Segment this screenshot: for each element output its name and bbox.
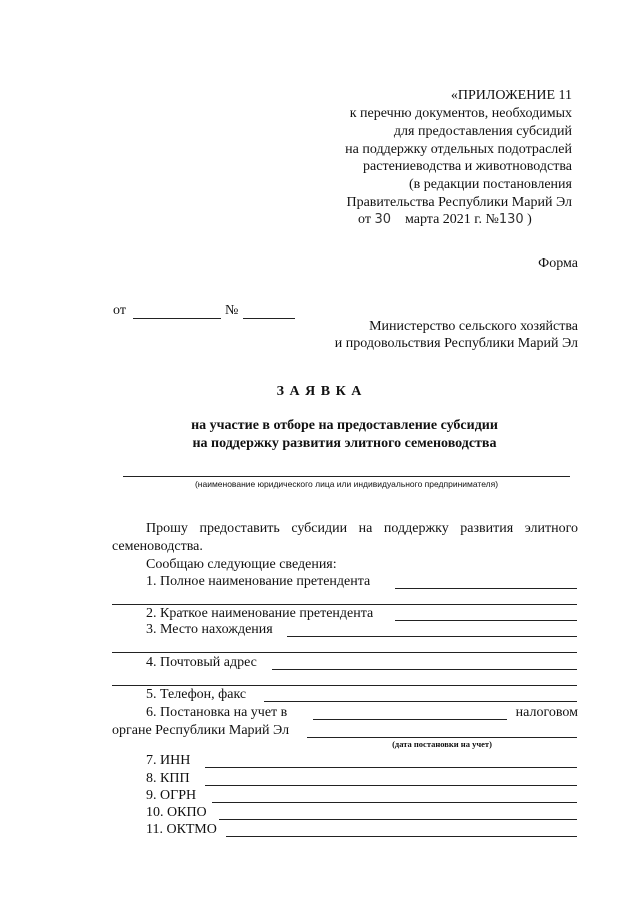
field-tax-authority-label: органе Республики Марий Эл	[112, 723, 290, 738]
addressee-line: и продовольствия Республики Марий Эл	[334, 336, 578, 351]
number-blank[interactable]	[243, 318, 295, 319]
document-subtitle: на поддержку развития элитного семеноводства	[192, 436, 497, 451]
field-tax-registration-blank[interactable]	[313, 719, 507, 720]
appendix-line: (в редакции постановления	[408, 177, 572, 192]
field-kpp-blank[interactable]	[205, 785, 577, 786]
appendix-line: для предоставления субсидий	[393, 124, 572, 139]
appendix-line: растениеводства и животноводства	[363, 159, 572, 174]
tax-date-caption: (дата постановки на учет)	[392, 739, 492, 749]
date-month-year: марта 2021 г. №	[404, 212, 499, 227]
field-full-name-label: 1. Полное наименование претендента	[146, 574, 371, 589]
info-intro: Сообщаю следующие сведения:	[146, 557, 337, 572]
field-full-name-blank-2[interactable]	[112, 604, 577, 605]
document-title: З А Я В К А	[276, 384, 363, 399]
appendix-line: к перечню документов, необходимых	[349, 106, 572, 121]
field-short-name-label: 2. Краткое наименование претендента	[146, 606, 374, 621]
request-paragraph-end: семеноводства.	[112, 539, 203, 554]
field-oktmo-label: 11. ОКТМО	[146, 822, 217, 837]
field-location-label: 3. Место нахождения	[146, 622, 273, 637]
field-ogrn-label: 9. ОГРН	[146, 788, 197, 803]
field-inn-label: 7. ИНН	[146, 753, 191, 768]
appendix-line: на поддержку отдельных подотраслей	[345, 142, 572, 157]
field-postal-blank-2[interactable]	[112, 685, 577, 686]
field-okpo-blank[interactable]	[219, 819, 577, 820]
field-short-name-blank[interactable]	[395, 620, 577, 621]
field-location-blank-2[interactable]	[112, 652, 577, 653]
request-paragraph: Прошу предоставить субсидии на поддержку развития элитного	[146, 521, 578, 536]
applicant-name-blank[interactable]	[123, 476, 570, 477]
close-paren: )	[527, 212, 532, 227]
field-tax-registration-label-2: налоговом	[515, 705, 578, 720]
date-day: 30	[374, 212, 391, 227]
form-label: Форма	[538, 256, 578, 271]
appendix-date-line	[358, 212, 532, 228]
appendix-title: «ПРИЛОЖЕНИЕ 11	[450, 88, 572, 103]
field-full-name-blank[interactable]	[395, 588, 577, 589]
field-okpo-label: 10. ОКПО	[146, 805, 207, 820]
field-postal-blank[interactable]	[272, 669, 577, 670]
applicant-caption: (наименование юридического лица или индивидуального предпринимателя)	[194, 479, 499, 489]
field-tax-date-blank[interactable]	[307, 737, 577, 738]
field-tax-registration-label: 6. Постановка на учет в	[146, 705, 288, 720]
field-phone-blank[interactable]	[264, 701, 577, 702]
appendix-line: Правительства Республики Марий Эл	[346, 195, 572, 210]
field-phone-label: 5. Телефон, факс	[146, 687, 247, 702]
field-postal-label: 4. Почтовый адрес	[146, 655, 257, 670]
resolution-number: 130	[498, 212, 524, 227]
field-inn-blank[interactable]	[205, 767, 577, 768]
field-kpp-label: 8. КПП	[146, 771, 190, 786]
field-oktmo-blank[interactable]	[226, 836, 577, 837]
document-subtitle: на участие в отборе на предоставление субсидии	[191, 418, 498, 433]
field-location-blank[interactable]	[287, 636, 577, 637]
number-label: №	[225, 303, 239, 318]
field-ogrn-blank[interactable]	[212, 802, 577, 803]
addressee-line: Министерство сельского хозяйства	[369, 319, 578, 334]
from-label: от	[113, 303, 126, 318]
date-blank[interactable]	[133, 318, 221, 319]
date-prefix: от	[358, 212, 371, 227]
